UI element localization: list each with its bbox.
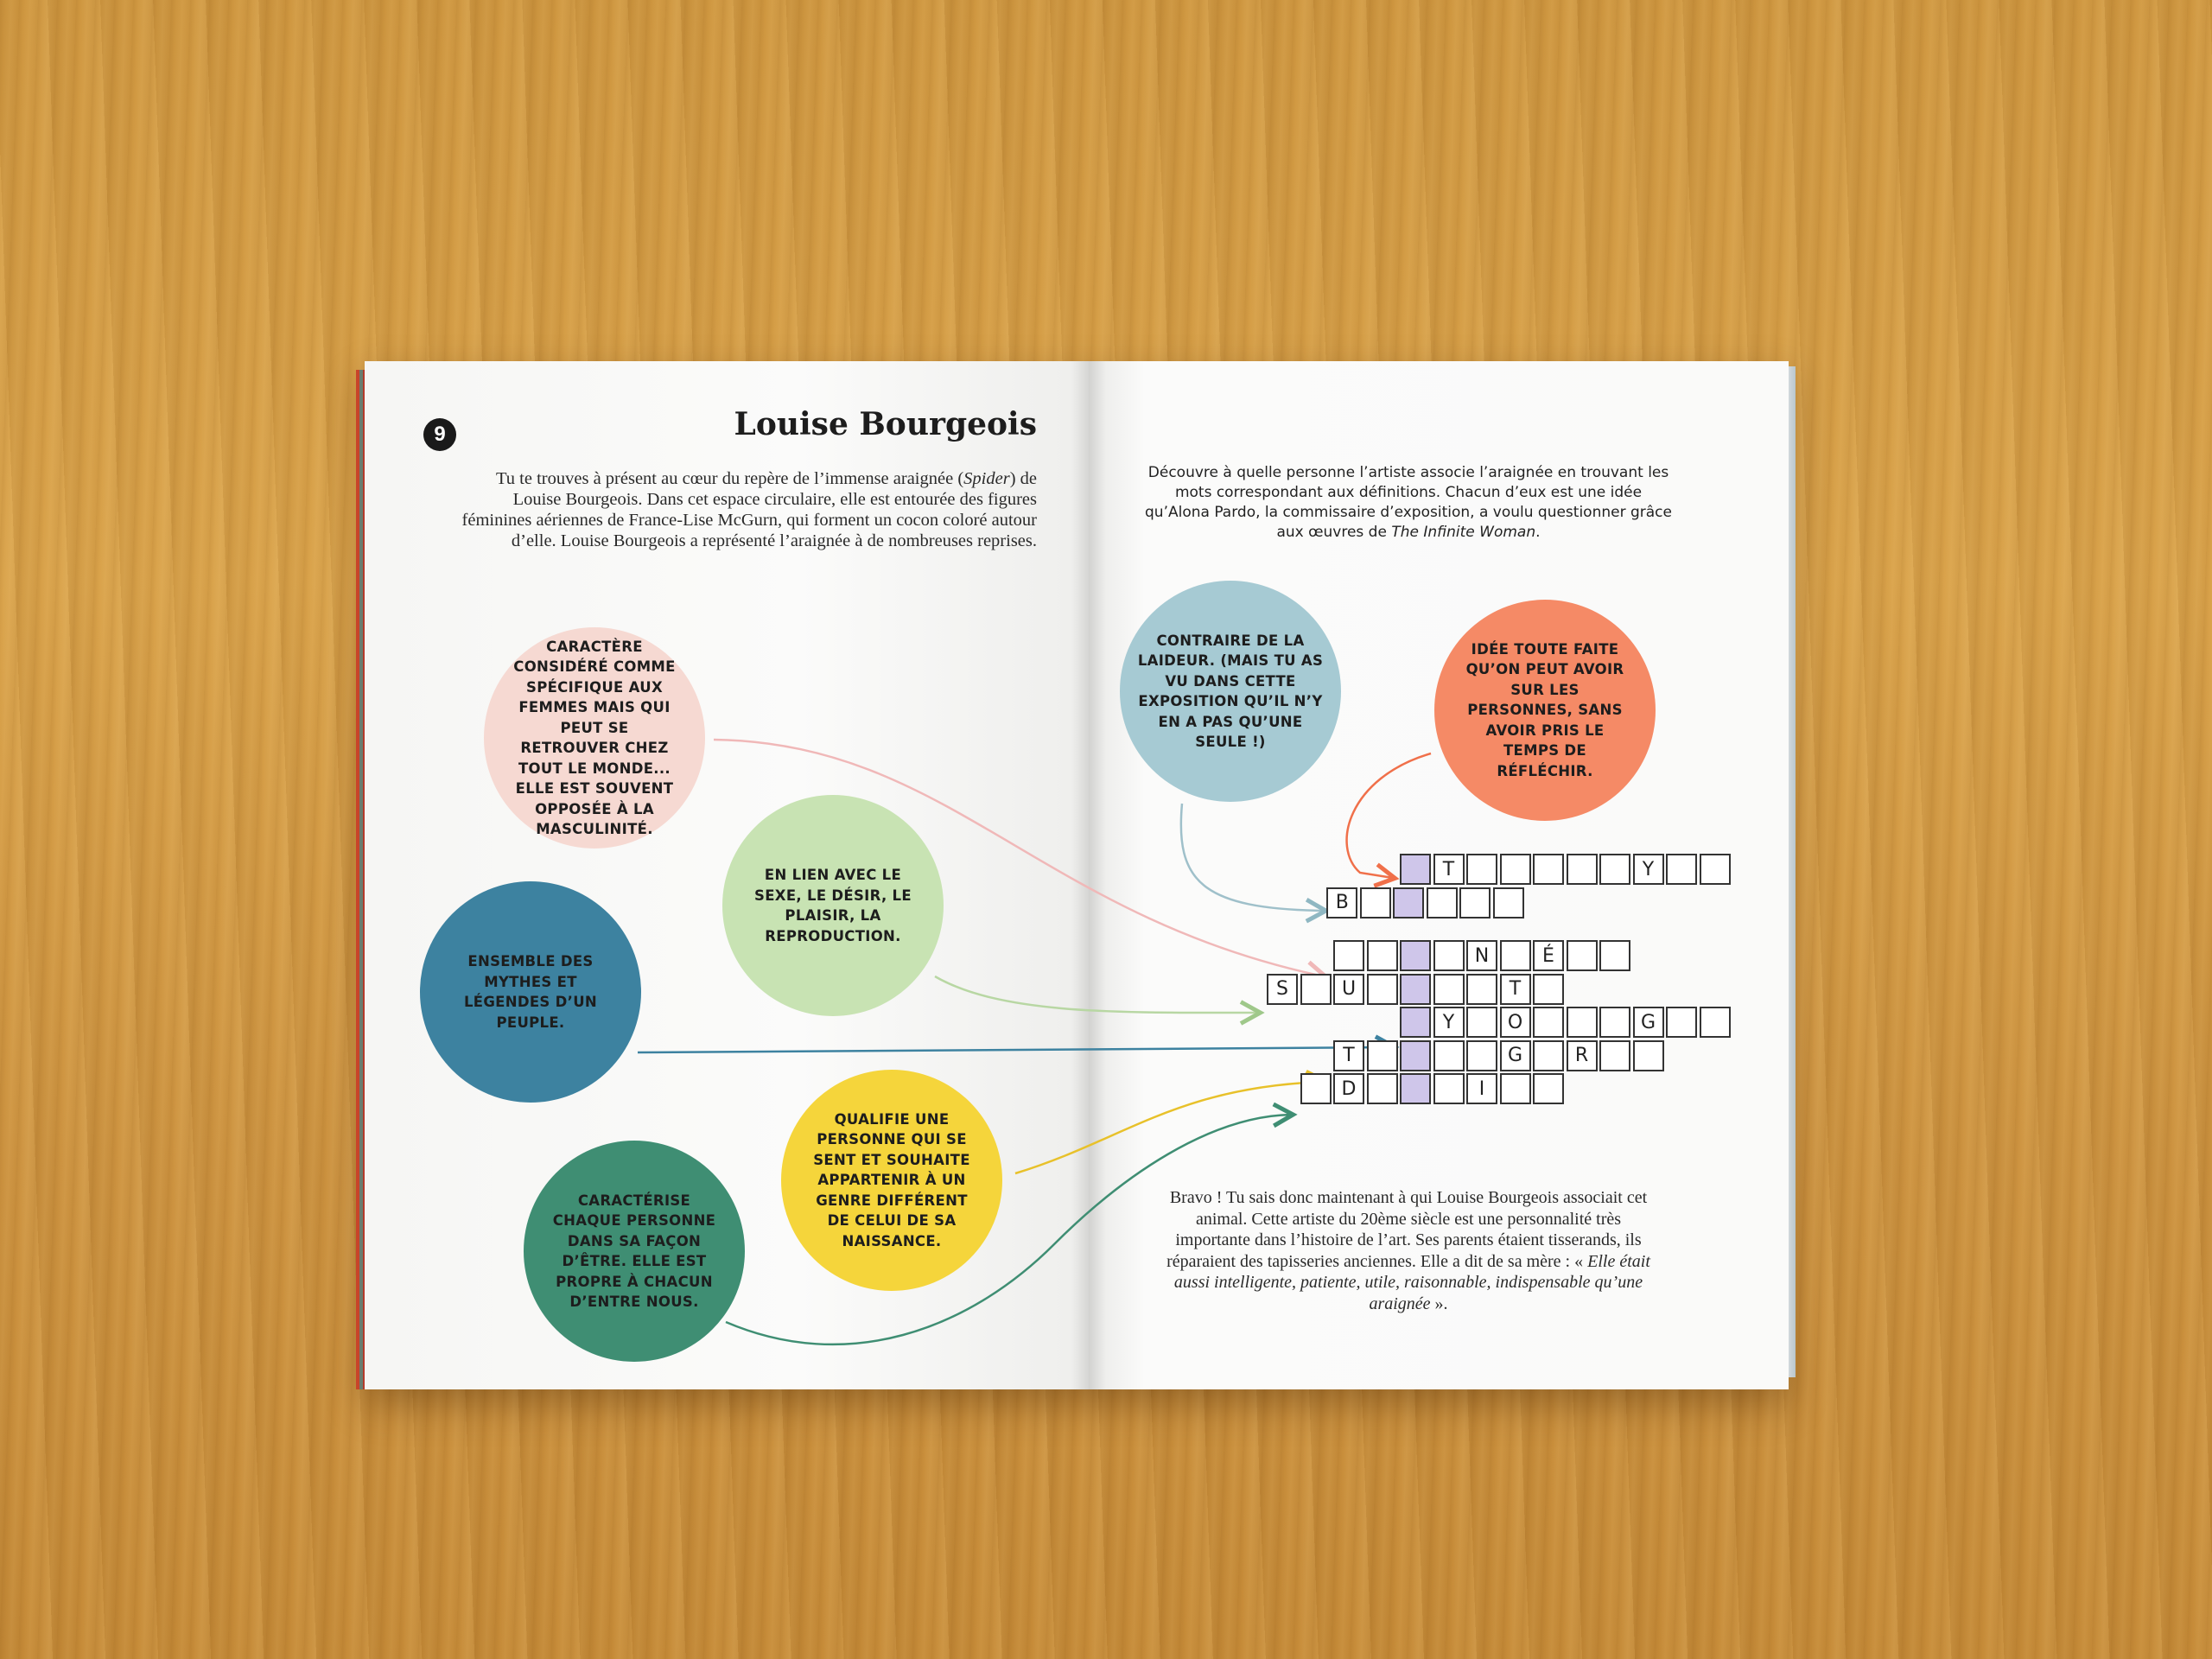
crossword-cell[interactable]: B (1326, 887, 1357, 918)
crossword-cell[interactable] (1459, 887, 1491, 918)
outro-end: ». (1430, 1294, 1448, 1313)
crossword-cell[interactable] (1333, 940, 1364, 971)
arrow-blue (638, 1047, 1393, 1052)
crossword-cell[interactable] (1466, 1040, 1497, 1071)
arrow-yellow (1015, 1082, 1324, 1173)
crossword-cell[interactable]: O (1500, 1007, 1531, 1038)
crossword-cell[interactable] (1567, 940, 1598, 971)
crossword-cell[interactable]: D (1333, 1073, 1364, 1104)
crossword-cell[interactable]: Y (1433, 1007, 1465, 1038)
outro-paragraph (1166, 1187, 1650, 1314)
crossword-cell[interactable] (1427, 887, 1458, 918)
crossword-cell[interactable] (1533, 854, 1564, 885)
crossword-cell[interactable] (1599, 1040, 1630, 1071)
intro-text-1: Tu te trouves à présent au cœur du repère de l’immense araignée ( (496, 469, 964, 488)
crossword-cell[interactable]: I (1466, 1073, 1497, 1104)
crossword-cell[interactable] (1367, 1040, 1398, 1071)
crossword-cell[interactable] (1666, 854, 1697, 885)
page-number-badge: 9 (423, 418, 456, 451)
crossword-cell[interactable] (1599, 1007, 1630, 1038)
crossword-cell[interactable] (1400, 940, 1431, 971)
outro-quote: Elle était aussi intelligente, patiente, utile, raisonnable, indispensable qu’une araignée (1173, 1251, 1650, 1313)
clue-circle-green (722, 795, 944, 1016)
crossword-cell[interactable] (1493, 887, 1524, 918)
crossword-cell[interactable]: Y (1633, 854, 1664, 885)
crossword-cell[interactable] (1300, 974, 1332, 1005)
crossword-cell[interactable] (1360, 887, 1391, 918)
crossword-cell[interactable] (1367, 974, 1398, 1005)
crossword-cell[interactable]: G (1633, 1007, 1664, 1038)
crossword-cell[interactable] (1400, 1040, 1431, 1071)
clue-circle-pink (484, 627, 705, 849)
instructions-text: Découvre à quelle personne l’artiste associe l’araignée en trouvant les mots correspondant aux définitions. Chacun d’eux est une idée qu’Alona Pardo, la commissaire d’exposition, a voulu questionner grâce aux œuvres de (1145, 464, 1672, 541)
crossword-cell[interactable] (1500, 940, 1531, 971)
crossword-cell[interactable] (1300, 1073, 1332, 1104)
crossword-cell[interactable] (1433, 1040, 1465, 1071)
crossword-cell[interactable]: É (1533, 940, 1564, 971)
crossword-cell[interactable] (1433, 974, 1465, 1005)
crossword-cell[interactable] (1400, 974, 1431, 1005)
crossword-cell[interactable] (1400, 854, 1431, 885)
crossword-cell[interactable] (1666, 1007, 1697, 1038)
crossword-cell[interactable] (1367, 940, 1398, 971)
crossword-cell[interactable] (1367, 1073, 1398, 1104)
crossword-cell[interactable] (1500, 854, 1531, 885)
crossword-cell[interactable] (1433, 940, 1465, 971)
crossword-cell[interactable] (1633, 1040, 1664, 1071)
crossword-cell[interactable] (1466, 974, 1497, 1005)
crossword-cell[interactable] (1599, 854, 1630, 885)
crossword-cell[interactable]: S (1267, 974, 1298, 1005)
page-title: Louise Bourgeois (734, 406, 1037, 442)
clue-circle-light-blue (1120, 581, 1341, 802)
clue-text-orange: IDÉE TOUTE FAITE QU’ON PEUT AVOIR SUR LES PERSONNES, SANS AVOIR PRIS LE TEMPS DE RÉFLÉCHIR. (1465, 640, 1624, 779)
crossword-cell[interactable] (1393, 887, 1424, 918)
crossword-cell[interactable]: T (1433, 854, 1465, 885)
crossword-cell[interactable] (1466, 854, 1497, 885)
crossword-cell[interactable] (1533, 1073, 1564, 1104)
crossword-cell[interactable]: T (1500, 974, 1531, 1005)
crossword-cell[interactable]: T (1333, 1040, 1364, 1071)
instructions-end: . (1535, 524, 1541, 541)
clue-circle-teal (524, 1141, 745, 1362)
crossword-cell[interactable]: G (1500, 1040, 1531, 1071)
crossword-cell[interactable] (1466, 1007, 1497, 1038)
crossword-cell[interactable] (1400, 1007, 1431, 1038)
clue-text-blue: ENSEMBLE DES MYTHES ET LÉGENDES D’UN PEUPLE. (463, 953, 598, 1031)
clue-text-green: EN LIEN AVEC LE SEXE, LE DÉSIR, LE PLAISIR, LA REPRODUCTION. (754, 867, 912, 944)
clue-circle-yellow (781, 1070, 1002, 1291)
crossword-cell[interactable] (1700, 854, 1731, 885)
crossword-cell[interactable] (1433, 1073, 1465, 1104)
intro-text-spider: Spider (963, 469, 1010, 488)
clue-circle-blue (420, 881, 641, 1103)
crossword-cell[interactable] (1533, 1007, 1564, 1038)
crossword-cell[interactable] (1533, 1040, 1564, 1071)
crossword-cell[interactable] (1400, 1073, 1431, 1104)
clue-text-pink: CARACTÈRE CONSIDÉRÉ COMME SPÉCIFIQUE AUX FEMMES MAIS QUI PEUT SE RETROUVER CHEZ TOUT LE MONDE... ELLE EST SOUVENT OPPOSÉE À LA MASCULINITÉ. (513, 638, 676, 837)
arrow-light-blue (1181, 804, 1324, 911)
crossword-cell[interactable] (1599, 940, 1630, 971)
clue-circle-orange (1434, 600, 1656, 821)
crossword-cell[interactable]: U (1333, 974, 1364, 1005)
crossword-cell[interactable]: R (1567, 1040, 1598, 1071)
crossword-cell[interactable] (1500, 1073, 1531, 1104)
clue-text-yellow: QUALIFIE UNE PERSONNE QUI SE SENT ET SOUHAITE APPARTENIR À UN GENRE DIFFÉRENT DE CELUI DE SA NAISSANCE. (813, 1110, 970, 1249)
crossword-cell[interactable] (1567, 1007, 1598, 1038)
crossword-cell[interactable] (1700, 1007, 1731, 1038)
clue-text-teal: CARACTÉRISE CHAQUE PERSONNE DANS SA FAÇON D’ÊTRE. ELLE EST PROPRE À CHACUN D’ENTRE NOUS. (552, 1192, 716, 1310)
outro-text: Bravo ! Tu sais donc maintenant à qui Louise Bourgeois associait cet animal. Cette artiste du 20ème siècle est une personnalité très importante dans l’histoire de l’art. Ses parents étaient tisserands, ils réparaient des tapisseries anciennes. Elle a dit de sa mère : « (1166, 1188, 1648, 1271)
crossword-cell[interactable] (1533, 974, 1564, 1005)
crossword-cell[interactable] (1567, 854, 1598, 885)
intro-text-2: ) de Louise Bourgeois. Dans cet espace circulaire, elle est entourée des figures féminines aériennes de France-Lise McGurn, qui forment un cocon coloré autour d’elle. Louise Bourgeois a représenté l’araignée à de nombreuses reprises. (461, 469, 1037, 550)
clue-text-light-blue: CONTRAIRE DE LA LAIDEUR. (MAIS TU AS VU DANS CETTE EXPOSITION QU’IL N’Y EN A PAS QU’UNE SEULE !) (1137, 632, 1324, 750)
crossword-cell[interactable]: N (1466, 940, 1497, 971)
instructions-title: The Infinite Woman (1391, 524, 1536, 541)
arrow-green (935, 976, 1258, 1013)
